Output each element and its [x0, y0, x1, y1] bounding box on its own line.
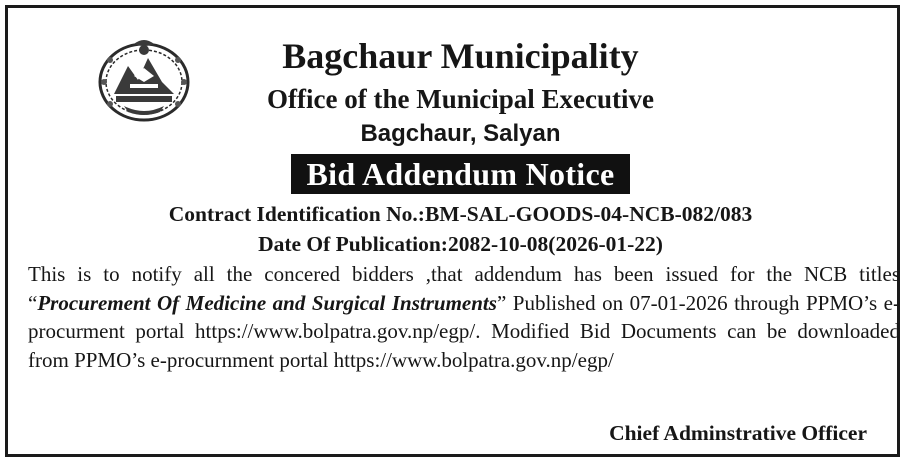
project-title: Procurement Of Medicine and Surgical Instruments	[37, 290, 497, 315]
publication-date: Date Of Publication:2082-10-08(2026-01-22)	[258, 232, 663, 256]
notice-banner	[8, 154, 911, 194]
municipality-title: Bagchaur Municipality	[282, 36, 639, 76]
body-intro: This is to notify all the concered bidders ,that addendum has been issued for the NCB titles “	[28, 262, 900, 315]
contract-id: Contract Identification No.:BM-SAL-GOODS-04-NCB-082/083	[168, 202, 753, 226]
signoff: Chief Adminstrative Officer	[609, 421, 867, 445]
body-details: ” Published on 07-01-2026 through PPMO’s e-procurment portal https://www.bolpatra.gov.np/egp/. Modified Bid Documents can be downloaded from PPMO’s e-procurnment portal https://www.bolpatra.gov.np/egp/	[28, 290, 900, 372]
location-line: Bagchaur, Salyan	[360, 120, 561, 147]
office-subtitle: Office of the Municipal Executive	[267, 84, 654, 114]
notice-frame	[5, 5, 900, 457]
notice-body	[28, 260, 900, 374]
notice-title: Bid Addendum Notice	[291, 154, 631, 194]
